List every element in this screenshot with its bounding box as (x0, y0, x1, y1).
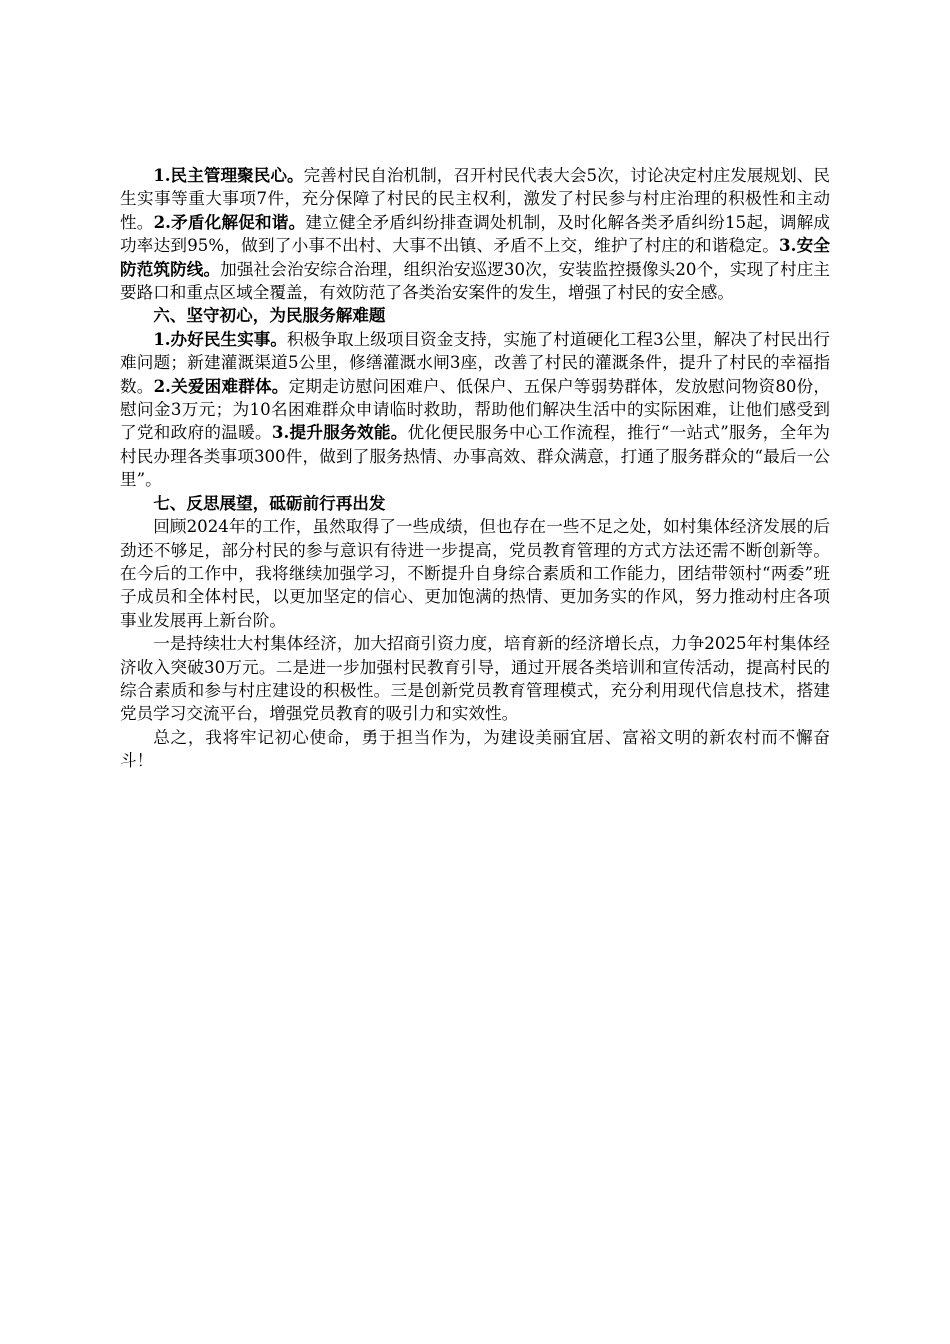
section6-paragraph (120, 328, 830, 492)
item-lead: 1.办好民生实事。 (153, 328, 288, 349)
section7-paragraph: 一是持续壮大村集体经济，加大招商引资力度，培育新的经济增长点，力争2025年村集体经济收入突破30万元。二是进一步加强村民教育引导，通过开展各类培训和宣传活动，提高村民的综合素质和参与村庄建设的积极性。三是创新党员教育管理模式，充分利用现代信息技术，搭建党员学习交流平台，增强党员教育的吸引力和实效性。 (120, 634, 830, 724)
item-lead: 3.安全防范筑防线。 (120, 235, 830, 279)
item-lead: 3.提升服务效能。 (271, 422, 408, 443)
item-text: 优化便民服务中心工作流程，推行“一站式”服务，全年为村民办理各类事项300件，做到了服务热情、办事高效、群众满意，打通了服务群众的“最后一公里”。 (120, 423, 831, 490)
item-lead: 2.关爱困难群体。 (153, 375, 289, 396)
section7-heading: 七、反思展望，砥砺前行再出发 (153, 492, 386, 513)
closing-paragraph: 总之，我将牢记初心使命，勇于担当作为，为建设美丽宜居、富裕文明的新农村而不懈奋斗！ (120, 727, 830, 771)
item-text: 定期走访慰问困难户、低保户、五保户等弱势群体，发放慰问物资80份，慰问金3万元；为10名困难群众申请临时救助，帮助他们解决生活中的实际困难，让他们感受到了党和政府的温暖。 (120, 376, 831, 443)
item-text: 积极争取上级项目资金支持，实施了村道硬化工程3公里，解决了村民出行难问题；新建灌溉渠道5公里，修缮灌溉水闸3座，改善了村民的灌溉条件，提升了村民的幸福指数。 (120, 329, 830, 396)
document-page (120, 164, 830, 773)
section7-paragraph: 回顾2024年的工作，虽然取得了一些成绩，但也存在一些不足之处，如村集体经济发展的后劲还不够足，部分村民的参与意识有待进一步提高，党员教育管理的方式方法还需不断创新等。在今后的工作中，我将继续加强学习，不断提升自身综合素质和工作能力，团结带领村“两委”班子成员和全体村民，以更加坚定的信心、更加饱满的热情、更加务实的作风，努力推动村庄各项事业发展再上新台阶。 (120, 517, 830, 630)
item-text: 完善村民自治机制，召开村民代表大会5次，讨论决定村庄发展规划、民生实事等重大事项7件，充分保障了村民的民主权利，激发了村民参与村庄治理的积极性和主动性。 (120, 166, 831, 232)
item-text: 加强社会治安综合治理，组织治安巡逻30次，安装监控摄像头20个，实现了村庄主要路口和重点区域全覆盖，有效防范了各类治安案件的发生，增强了村民的安全感。 (120, 259, 830, 303)
item-lead: 1.民主管理聚民心。 (153, 165, 304, 185)
item-lead: 2.矛盾化解促和谐。 (153, 211, 306, 232)
section5-paragraph (120, 164, 830, 304)
section6-heading: 六、坚守初心，为民服务解难题 (153, 305, 386, 326)
item-text: 建立健全矛盾纠纷排查调处机制，及时化解各类矛盾纠纷15起，调解成功率达到95%，做到了小事不出村、大事不出镇、矛盾不上交，维护了村庄的和谐稳定。 (120, 212, 831, 256)
